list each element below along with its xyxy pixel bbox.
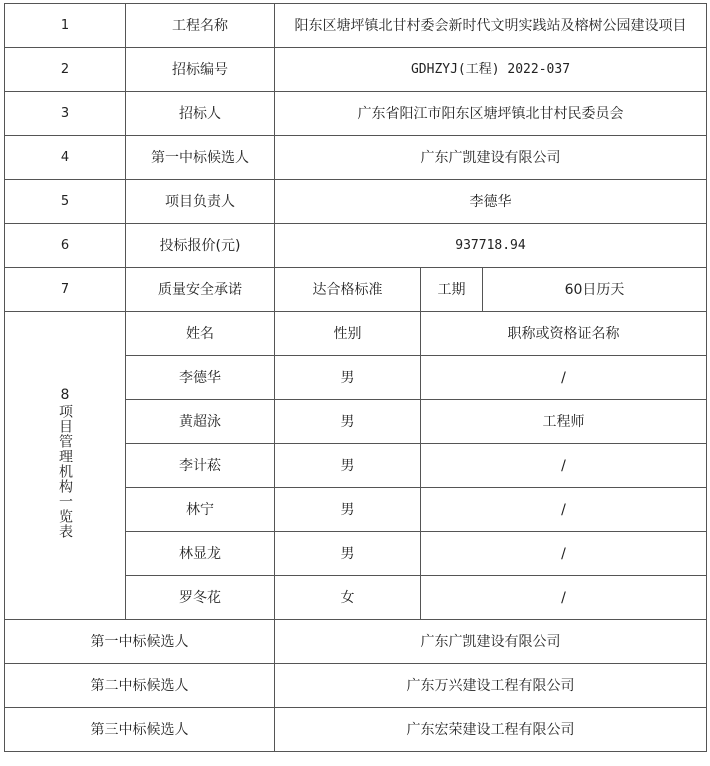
table-row [5,268,707,312]
candidate-row [5,620,707,664]
period-value: 60日历天 [483,268,707,312]
table-row [5,92,707,136]
member-title: 工程师 [421,400,707,444]
member-gender: 男 [275,488,421,532]
row-number: 4 [5,136,126,180]
row-label: 投标报价(元) [126,224,275,268]
bid-price-value: 937718.94 [275,224,707,268]
member-name: 李计菘 [126,444,275,488]
row-number: 6 [5,224,126,268]
row-label: 项目负责人 [126,180,275,224]
member-gender: 女 [275,576,421,620]
first-candidate-value: 广东广凯建设有限公司 [275,136,707,180]
table-row [5,224,707,268]
member-gender: 男 [275,444,421,488]
row-label: 第一中标候选人 [126,136,275,180]
row-number: 3 [5,92,126,136]
member-title: / [421,356,707,400]
tenderer-value: 广东省阳江市阳东区塘坪镇北甘村民委员会 [275,92,707,136]
row-number: 5 [5,180,126,224]
member-name: 林宁 [126,488,275,532]
member-name: 黄超泳 [126,400,275,444]
member-name: 罗冬花 [126,576,275,620]
candidate-label: 第二中标候选人 [5,664,275,708]
candidate-row [5,664,707,708]
member-gender: 男 [275,532,421,576]
member-title: / [421,444,707,488]
row-label: 质量安全承诺 [126,268,275,312]
candidate-label: 第一中标候选人 [5,620,275,664]
header-name: 姓名 [126,312,275,356]
table-row [5,180,707,224]
bid-result-table [4,3,707,752]
project-manager-value: 李德华 [275,180,707,224]
row-label: 招标人 [126,92,275,136]
member-title: / [421,488,707,532]
quality-value: 达合格标准 [275,268,421,312]
row-number: 7 [5,268,126,312]
candidate-row [5,708,707,752]
row-number: 2 [5,48,126,92]
header-title: 职称或资格证名称 [421,312,707,356]
member-gender: 男 [275,356,421,400]
table-row [5,48,707,92]
table-row [5,136,707,180]
project-name-value: 阳东区塘坪镇北甘村委会新时代文明实践站及榕树公园建设项目 [275,4,707,48]
header-gender: 性别 [275,312,421,356]
table-row [5,4,707,48]
member-title: / [421,532,707,576]
row-label: 工程名称 [126,4,275,48]
candidate-label: 第三中标候选人 [5,708,275,752]
team-header-row [5,312,707,356]
row-label: 招标编号 [126,48,275,92]
member-name: 李德华 [126,356,275,400]
member-name: 林显龙 [126,532,275,576]
period-label: 工期 [421,268,483,312]
team-section-label-text: 8项目管理机构一览表 [57,387,73,539]
member-title: / [421,576,707,620]
row-number: 1 [5,4,126,48]
candidate-value: 广东广凯建设有限公司 [275,620,707,664]
candidate-value: 广东宏荣建设工程有限公司 [275,708,707,752]
member-gender: 男 [275,400,421,444]
candidate-value: 广东万兴建设工程有限公司 [275,664,707,708]
tender-number-value: GDHZYJ(工程) 2022-037 [275,48,707,92]
team-section-label [5,312,126,620]
